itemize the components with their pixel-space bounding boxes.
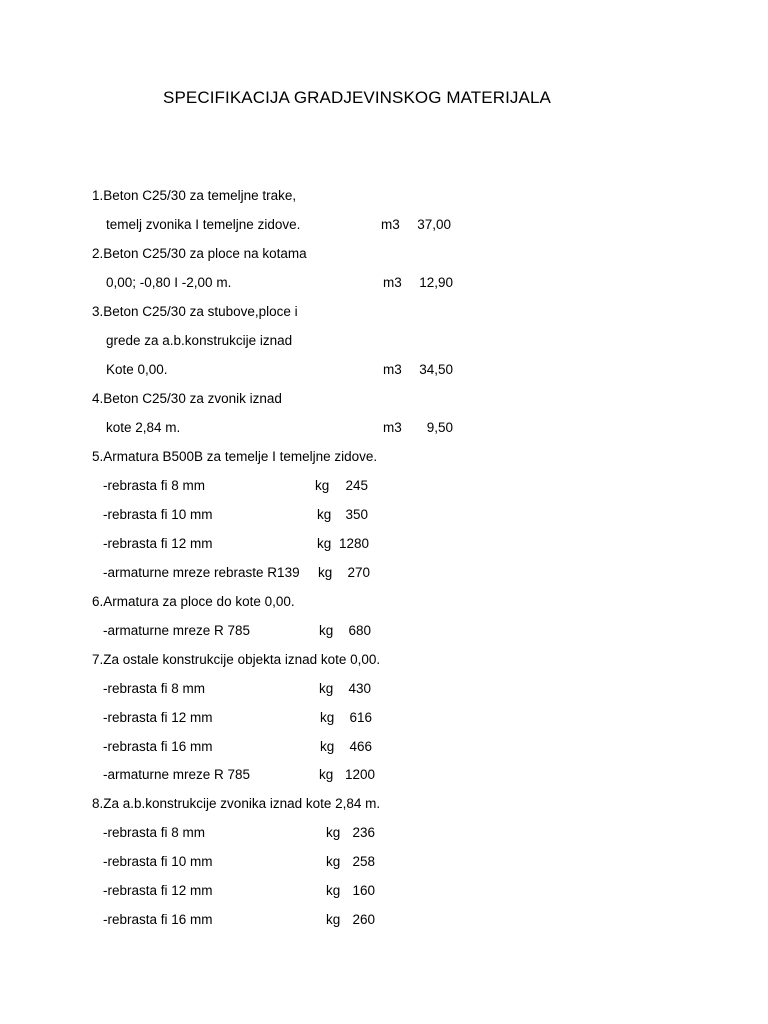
spec-line-quantity: 34,50 xyxy=(419,362,453,377)
spec-line-quantity: 258 xyxy=(352,854,375,869)
spec-line-quantity: 430 xyxy=(348,681,371,696)
spec-line xyxy=(0,593,768,611)
spec-line xyxy=(0,882,768,900)
spec-line-text: 7.Za ostale konstrukcije objekta iznad kote 0,00. xyxy=(92,652,381,667)
spec-line-text: 8.Za a.b.konstrukcije zvonika iznad kote 2,84 m. xyxy=(92,796,381,811)
spec-line-unit: m3 xyxy=(383,420,402,435)
spec-line-unit: kg xyxy=(315,478,330,493)
spec-line xyxy=(0,853,768,871)
spec-line xyxy=(0,448,768,466)
spec-line-text: -rebrasta fi 10 mm xyxy=(103,854,213,869)
spec-line-text: -rebrasta fi 8 mm xyxy=(103,825,206,840)
spec-line-quantity: 236 xyxy=(352,825,375,840)
spec-line-quantity: 616 xyxy=(349,710,372,725)
spec-line xyxy=(0,216,768,234)
spec-line-quantity: 270 xyxy=(347,565,370,580)
spec-line-text: 4.Beton C25/30 za zvonik iznad xyxy=(92,391,282,406)
spec-line-text: 3.Beton C25/30 za stubove,ploce i xyxy=(92,304,298,319)
spec-line-unit: kg xyxy=(320,739,335,754)
spec-line-quantity: 1200 xyxy=(344,767,375,782)
spec-line-unit: kg xyxy=(318,565,333,580)
spec-line-unit: m3 xyxy=(381,217,400,232)
spec-line-unit: m3 xyxy=(383,362,402,377)
spec-line xyxy=(0,651,768,669)
spec-line-text: Kote 0,00. xyxy=(106,362,168,377)
spec-line xyxy=(0,824,768,842)
spec-line xyxy=(0,477,768,495)
spec-line xyxy=(0,303,768,321)
spec-line xyxy=(0,187,768,205)
spec-line-text: 6.Armatura za ploce do kote 0,00. xyxy=(92,594,295,609)
spec-line-text: -rebrasta fi 12 mm xyxy=(103,710,213,725)
spec-line-text: -armaturne mreze rebraste R139 xyxy=(103,565,300,580)
spec-line-quantity: 260 xyxy=(352,912,375,927)
spec-line xyxy=(0,622,768,640)
spec-line xyxy=(0,911,768,929)
spec-line-text: -rebrasta fi 8 mm xyxy=(103,478,206,493)
spec-line-unit: kg xyxy=(319,767,334,782)
spec-line xyxy=(0,361,768,379)
spec-line-quantity: 680 xyxy=(348,623,371,638)
page-title: SPECIFIKACIJA GRADJEVINSKOG MATERIJALA xyxy=(163,88,551,107)
spec-line-quantity: 466 xyxy=(349,739,372,754)
spec-line-text: 2.Beton C25/30 za ploce na kotama xyxy=(92,246,307,261)
spec-line-text: -rebrasta fi 10 mm xyxy=(103,507,213,522)
spec-line-unit: m3 xyxy=(383,275,402,290)
spec-line-text: -armaturne mreze R 785 xyxy=(103,623,251,638)
spec-line xyxy=(0,245,768,263)
spec-line xyxy=(0,535,768,553)
spec-line-unit: kg xyxy=(326,912,341,927)
spec-line-unit: kg xyxy=(326,854,341,869)
spec-line-unit: kg xyxy=(319,623,334,638)
spec-line-unit: kg xyxy=(326,825,341,840)
spec-line xyxy=(0,766,768,784)
spec-line-text: 1.Beton C25/30 za temeljne trake, xyxy=(92,188,297,203)
spec-line-text: -rebrasta fi 12 mm xyxy=(103,536,213,551)
spec-line xyxy=(0,680,768,698)
spec-line xyxy=(0,738,768,756)
spec-line-text: 5.Armatura B500B za temelje I temeljne zidove. xyxy=(92,449,378,464)
spec-line-unit: kg xyxy=(319,681,334,696)
spec-line-quantity: 245 xyxy=(345,478,368,493)
spec-line xyxy=(0,274,768,292)
spec-line-text: -rebrasta fi 16 mm xyxy=(103,739,213,754)
spec-line-unit: kg xyxy=(320,710,335,725)
spec-line-unit: kg xyxy=(317,507,332,522)
spec-line-quantity: 12,90 xyxy=(419,275,453,290)
spec-line-text: temelj zvonika I temeljne zidove. xyxy=(106,217,301,232)
spec-line-text: -armaturne mreze R 785 xyxy=(103,767,251,782)
spec-line-text: kote 2,84 m. xyxy=(106,420,181,435)
spec-line xyxy=(0,795,768,813)
spec-line-unit: kg xyxy=(326,883,341,898)
spec-line xyxy=(0,564,768,582)
spec-line xyxy=(0,709,768,727)
spec-line xyxy=(0,506,768,524)
spec-line xyxy=(0,419,768,437)
spec-line xyxy=(0,332,768,350)
spec-line-unit: kg xyxy=(317,536,332,551)
spec-line-text: grede za a.b.konstrukcije iznad xyxy=(106,333,293,348)
spec-line-text: -rebrasta fi 16 mm xyxy=(103,912,213,927)
spec-line-text: 0,00; -0,80 I -2,00 m. xyxy=(106,275,232,290)
spec-line-text: -rebrasta fi 8 mm xyxy=(103,681,206,696)
spec-line-quantity: 9,50 xyxy=(426,420,453,435)
spec-line-text: -rebrasta fi 12 mm xyxy=(103,883,213,898)
spec-line-quantity: 350 xyxy=(345,507,368,522)
spec-line-quantity: 1280 xyxy=(338,536,369,551)
spec-line-quantity: 160 xyxy=(352,883,375,898)
spec-line xyxy=(0,390,768,408)
spec-line-quantity: 37,00 xyxy=(417,217,451,232)
